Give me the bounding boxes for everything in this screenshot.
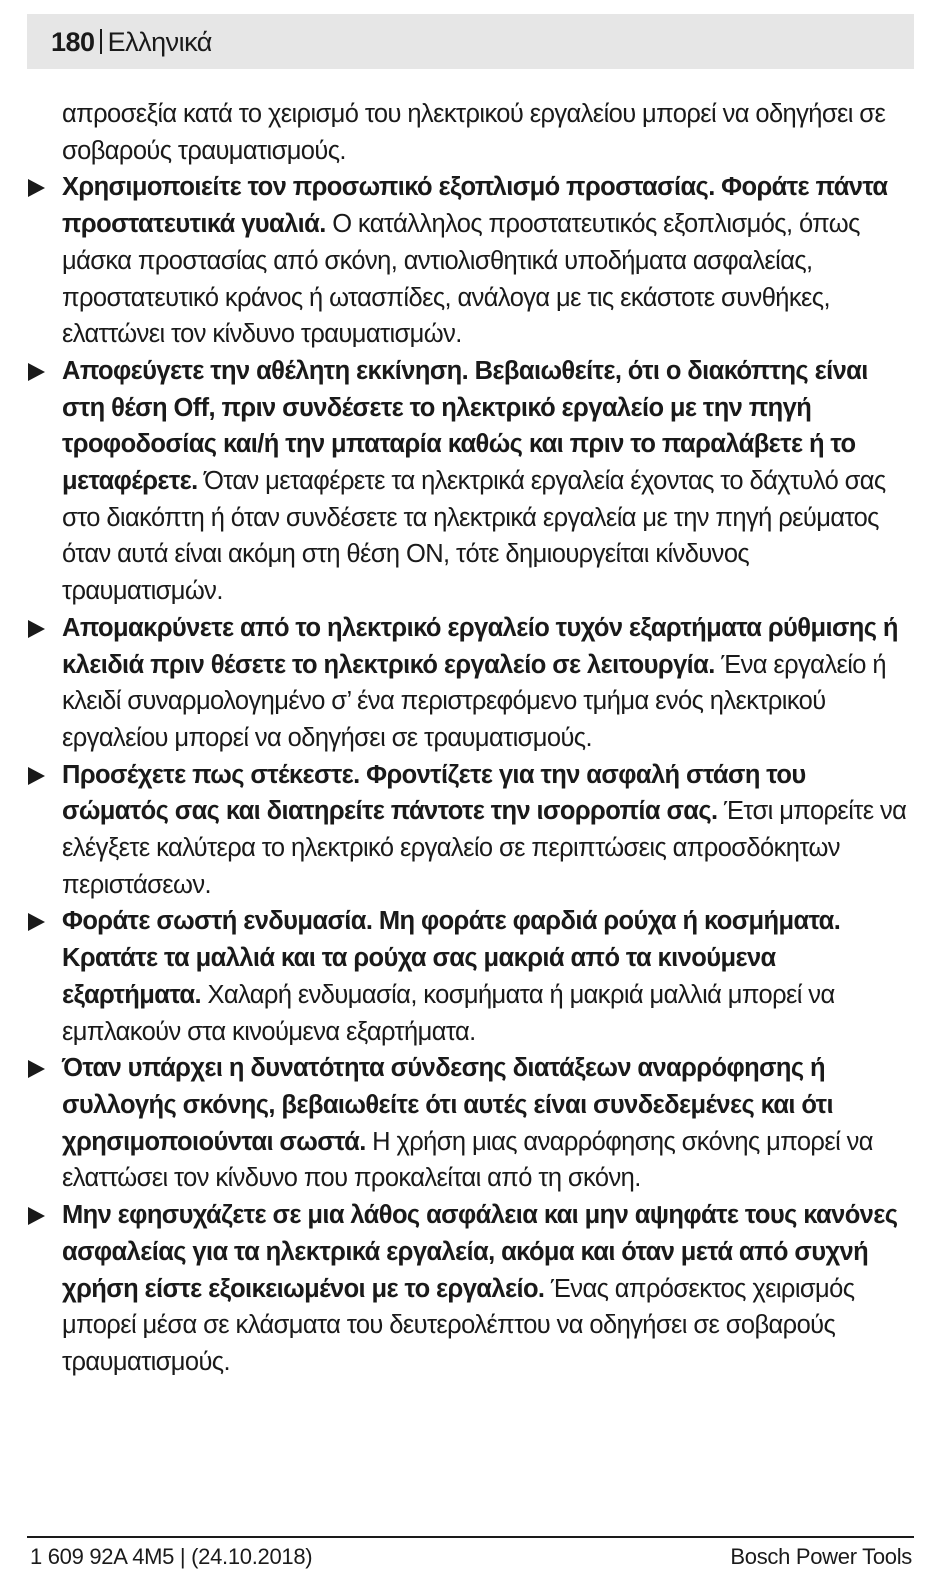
safety-item-bold: Προσέχετε πως στέκεστε. Φροντίζετε για την ασφαλή στάση του σώματός σας και διατηρείτε πάντοτε την ισορροπία σας. xyxy=(62,760,806,826)
safety-item xyxy=(62,1197,914,1381)
safety-item-text: Χαλαρή ενδυμασία, κοσμήματα ή μακριά μαλλιά μπορεί να εμπλακούν στα κινούμενα εξαρτήματα. xyxy=(62,980,835,1046)
safety-item xyxy=(62,903,914,1050)
triangle-bullet-icon xyxy=(28,913,45,931)
safety-item-bold: Όταν υπάρχει η δυνατότητα σύνδεσης διατάξεων αναρρόφησης ή συλλογής σκόνης, βεβαιωθείτε ότι αυτές είναι συνδεδεμένες και ότι χρησιμοποιούνται σωστά. xyxy=(62,1054,833,1156)
page-number: 180 xyxy=(51,27,95,57)
safety-item xyxy=(62,610,914,757)
header-title xyxy=(51,26,212,58)
safety-item-bold: Αποφεύγετε την αθέλητη εκκίνηση. Βεβαιωθείτε, ότι ο διακόπτης είναι στη θέση Off, πριν συνδέσετε το ηλεκτρικό εργαλείο με την πηγή τροφοδοσίας και/ή την μπαταρία καθώς και πριν το παραλάβετε ή το μεταφέρετε. xyxy=(62,356,868,496)
safety-item-bold: Φοράτε σωστή ενδυμασία. Μη φοράτε φαρδιά ρούχα ή κοσμήματα. Κρατάτε τα μαλλιά και τα ρούχα σας μακριά από τα κινούμενα εξαρτήματα. xyxy=(62,907,841,1009)
triangle-bullet-icon xyxy=(28,179,45,197)
intro-paragraph: απροσεξία κατά το χειρισμό του ηλεκτρικού εργαλείου μπορεί να οδηγήσει σε σοβαρούς τραυματισμούς. xyxy=(62,100,886,165)
safety-item-bold: Απομακρύνετε από το ηλεκτρικό εργαλείο τυχόν εξαρτήματα ρύθμισης ή κλειδιά πριν θέσετε το ηλεκτρικό εργαλείο σε λειτουργία. xyxy=(62,613,898,679)
footer-divider xyxy=(27,1536,914,1538)
safety-item-text: Ένα εργαλείο ή κλειδί συναρμολογημένο σ’ ένα περιστρεφόμενο τμήμα ενός ηλεκτρικού εργαλείου μπορεί να οδηγήσει σε τραυματισμούς. xyxy=(62,650,886,752)
safety-item xyxy=(62,353,914,610)
safety-item xyxy=(62,169,914,353)
triangle-bullet-icon xyxy=(28,620,45,638)
safety-item xyxy=(62,1050,914,1197)
page-header xyxy=(27,14,914,69)
triangle-bullet-icon xyxy=(28,363,45,381)
triangle-bullet-icon xyxy=(28,1060,45,1078)
safety-item-text: Έτσι μπορείτε να ελέγξετε καλύτερα το ηλεκτρικό εργαλείο σε περιπτώσεις απροσδόκητων περιστάσεων. xyxy=(62,797,907,899)
safety-item-text: Ένας απρόσεκτος χειρισμός μπορεί μέσα σε κλάσματα του δευτερολέπτου να οδηγήσει σε σοβαρούς τραυματισμούς. xyxy=(62,1274,855,1376)
footer-document-id: 1 609 92A 4M5 | (24.10.2018) xyxy=(30,1544,313,1569)
triangle-bullet-icon xyxy=(28,1207,45,1225)
footer-brand: Bosch Power Tools xyxy=(730,1544,912,1569)
header-language: Ελληνικά xyxy=(107,27,212,57)
safety-item-text: Η χρήση μιας αναρρόφησης σκόνης μπορεί να ελαττώσει τον κίνδυνο που προκαλείται από τη σκόνη. xyxy=(62,1127,873,1193)
triangle-bullet-icon xyxy=(28,767,45,785)
safety-item xyxy=(62,757,914,904)
safety-item-bold: Μην εφησυχάζετε σε μια λάθος ασφάλεια και μην αψηφάτε τους κανόνες ασφαλείας για τα ηλεκτρικά εργαλεία, ακόμα και όταν μετά από συχνή χρήση είστε εξοικειωμένοι με το εργαλείο. xyxy=(62,1201,898,1303)
safety-item-bold: Χρησιμοποιείτε τον προσωπικό εξοπλισμό προστασίας. Φοράτε πάντα προστατευτικά γυαλιά. xyxy=(62,173,888,239)
safety-item-text: Ο κατάλληλος προστατευτικός εξοπλισμός, όπως μάσκα προστασίας από σκόνη, αντιολισθητικά υποδήματα ασφαλείας, προστατευτικό κράνος ή ωτασπίδες, ανάλογα με τις εκάστοτε συνθήκες, ελαττώνει τον κίνδυνο τραυματισμών. xyxy=(62,210,860,349)
main-content xyxy=(62,96,914,1381)
header-divider xyxy=(100,29,102,54)
safety-item-text: Όταν μεταφέρετε τα ηλεκτρικά εργαλεία έχοντας το δάχτυλό σας στο διακόπτη ή όταν συνδέσετε τα ηλεκτρικά εργαλεία με την πηγή ρεύματος όταν αυτά είναι ακόμη στη θέση ON, τότε δημιουργείται κίνδυνος τραυματισμών. xyxy=(62,467,886,606)
